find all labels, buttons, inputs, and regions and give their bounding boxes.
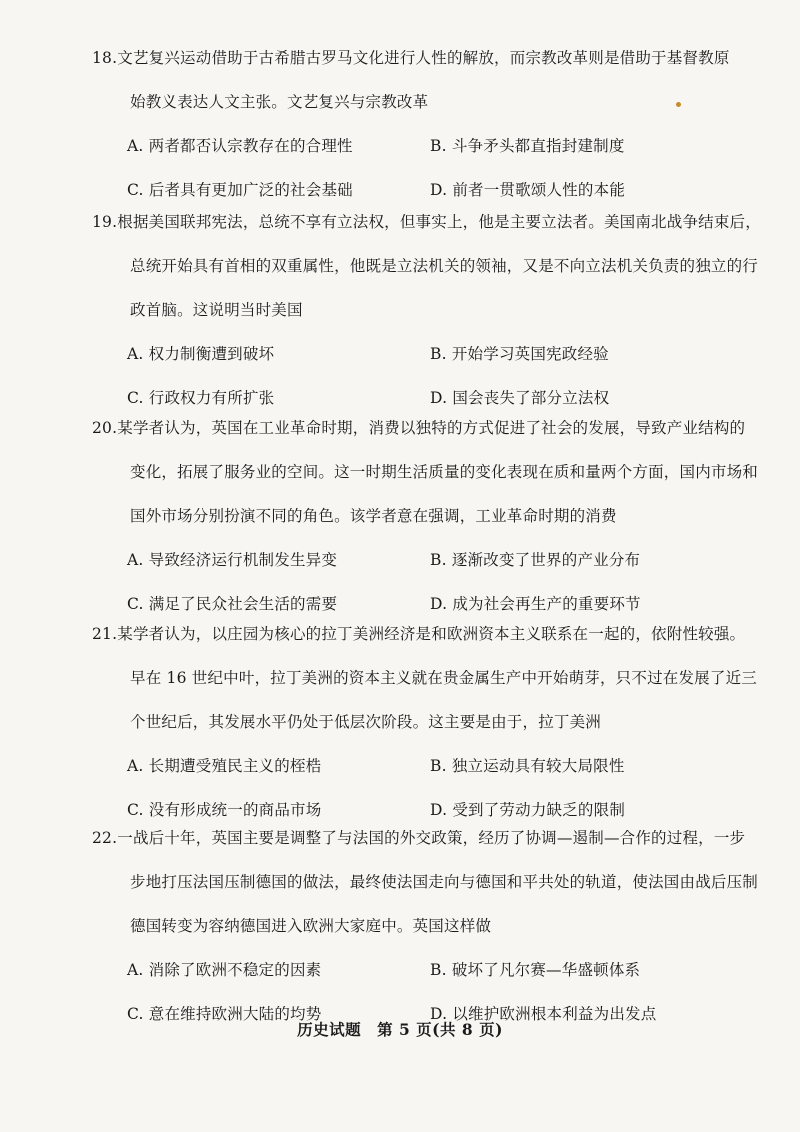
- question-stem-line: 22.一战后十年，英国主要是调整了与法国的外交政策，经历了协调—遏制—合作的过程，一步: [92, 829, 746, 847]
- options-row: [92, 550, 732, 594]
- option-c: C. 没有形成统一的商品市场: [127, 801, 322, 819]
- question-stem-line: 变化，拓展了服务业的空间。这一时期生活质量的变化表现在质和量两个方面，国内市场和: [130, 463, 759, 481]
- option-c: C. 行政权力有所扩张: [127, 389, 275, 407]
- option-a: A. 导致经济运行机制发生异变: [127, 551, 338, 569]
- option-d: D. 成为社会再生产的重要环节: [430, 595, 641, 613]
- question-stem-line: 21.某学者认为，以庄园为核心的拉丁美洲经济是和欧洲资本主义联系在一起的，依附性较强。: [92, 625, 746, 643]
- question-stem-line: 个世纪后，其发展水平仍处于低层次阶段。这主要是由于，拉丁美洲: [130, 713, 602, 731]
- question-20: [92, 418, 759, 638]
- option-d: D. 前者一贯歌颂人性的本能: [430, 181, 626, 199]
- option-b: B. 独立运动具有较大局限性: [430, 757, 625, 775]
- option-a: A. 消除了欧洲不稳定的因素: [127, 961, 322, 979]
- options-row: [92, 136, 732, 180]
- question-stem-line: 始教义表达人文主张。文艺复兴与宗教改革: [130, 93, 429, 111]
- question-stem-line: 总统开始具有首相的双重属性，他既是立法机关的领袖，又是不向立法机关负责的独立的行: [130, 257, 759, 275]
- question-stem-line: 19.根据美国联邦宪法，总统不享有立法权，但事实上，他是主要立法者。美国南北战争结束后，: [92, 213, 761, 231]
- option-c: C. 意在维持欧洲大陆的均势: [127, 1005, 322, 1023]
- option-a: A. 长期遭受殖民主义的桎梏: [127, 757, 322, 775]
- option-a: A. 两者都否认宗教存在的合理性: [127, 137, 353, 155]
- question-22: [92, 828, 759, 1048]
- options-row: [92, 344, 732, 388]
- question-stem-line: 步地打压法国压制德国的做法，最终使法国走向与德国和平共处的轨道，使法国由战后压制: [130, 873, 759, 891]
- page-footer: 历史试题 第 5 页(共 8 页): [297, 1020, 503, 1039]
- question-19: [92, 212, 761, 432]
- question-21: [92, 624, 757, 844]
- question-stem-line: 德国转变为容纳德国进入欧洲大家庭中。英国这样做: [130, 917, 492, 935]
- option-d: D. 以维护欧洲根本利益为出发点: [430, 1005, 657, 1023]
- question-stem-line: 20.某学者认为，英国在工业革命时期，消费以独特的方式促进了社会的发展，导致产业结构的: [92, 419, 746, 437]
- options-row: [92, 960, 732, 1004]
- question-stem-line: 政首脑。这说明当时美国: [130, 301, 303, 319]
- option-b: B. 斗争矛头都直指封建制度: [430, 137, 625, 155]
- option-c: C. 满足了民众社会生活的需要: [127, 595, 338, 613]
- option-b: B. 逐渐改变了世界的产业分布: [430, 551, 641, 569]
- option-c: C. 后者具有更加广泛的社会基础: [127, 181, 353, 199]
- option-a: A. 权力制衡遭到破坏: [127, 345, 275, 363]
- option-b: B. 开始学习英国宪政经验: [430, 345, 609, 363]
- option-d: D. 国会丧失了部分立法权: [430, 389, 610, 407]
- question-stem-line: 18.文艺复兴运动借助于古希腊古罗马文化进行人性的解放，而宗教改革则是借助于基督教原: [92, 49, 730, 67]
- option-b: B. 破坏了凡尔赛—华盛顿体系: [430, 961, 641, 979]
- option-d: D. 受到了劳动力缺乏的限制: [430, 801, 626, 819]
- question-18: [92, 48, 732, 224]
- question-stem-line: 早在 16 世纪中叶，拉丁美洲的资本主义就在贵金属生产中开始萌芽，只不过在发展了近三: [130, 669, 757, 687]
- question-stem-line: 国外市场分别扮演不同的角色。该学者意在强调，工业革命时期的消费: [130, 507, 617, 525]
- options-row: [92, 756, 732, 800]
